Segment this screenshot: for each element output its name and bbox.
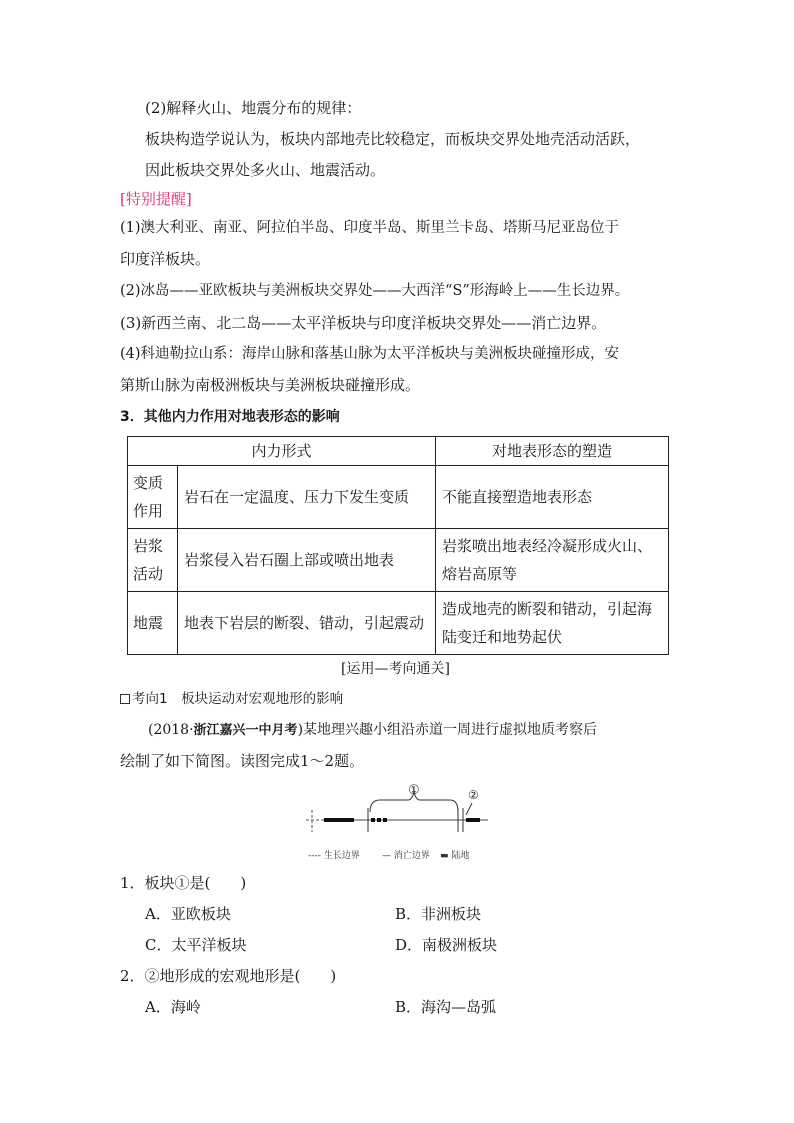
table-cell-effect: 不能直接塑造地表形态 [436,466,669,529]
table-cell-effect: 岩浆喷出地表经冷凝形成火山、熔岩高原等 [436,529,669,592]
table-row [128,529,669,592]
table-header-form: 内力形式 [128,437,436,466]
special-note-title: [特别提醒] [120,190,192,208]
intro-rest: )某地理兴趣小组沿赤道一周进行虚拟地质考察后 [297,722,598,738]
topic-heading: 考向1 板块运动对宏观地形的影响 [132,691,344,707]
item2-title: (2)解释火山、地震分布的规律： [145,99,362,117]
arrow-to-2 [466,803,472,815]
question-intro-line1 [148,720,597,741]
question-intro-line2: 绘制了如下简图。读图完成1～2题。 [120,752,365,770]
intro-school: 浙江嘉兴一中月考 [193,723,298,738]
land-dot [377,818,381,822]
question-1-stem: 1．板块①是( ) [120,874,247,892]
topic-line [120,689,343,709]
question-1-option-a[interactable]: A．亚欧板块 [145,905,231,923]
legend-subduction: — 消亡边界 [382,851,430,861]
question-2-option-a[interactable]: A．海岭 [145,998,201,1016]
question-2-stem: 2．②地形成的宏观地形是( ) [120,967,337,985]
table-cell-category: 地震 [128,592,178,655]
table-cell-category: 岩浆活动 [128,529,178,592]
legend-land: ▬ 陆地 [440,851,470,861]
table-cell-effect: 造成地壳的断裂和错动，引起海陆变迁和地势起伏 [436,592,669,655]
item2-text-line2: 因此板块交界处多火山、地震活动。 [145,161,386,179]
question-1-option-d[interactable]: D．南极洲板块 [395,936,498,954]
land-block [324,818,354,822]
table-row [128,592,669,655]
note4-line1: (4)科迪勒拉山系：海岸山脉和落基山脉为太平洋板块与美洲板块碰撞形成，安 [120,346,620,362]
note1-line2: 印度洋板块。 [120,250,211,268]
question-2-option-b[interactable]: B．海沟—岛弧 [395,998,497,1016]
table-cell-form: 岩浆侵入岩石圈上部或喷出地表 [178,529,436,592]
note1-line1: (1)澳大利亚、南亚、阿拉伯半岛、印度半岛、斯里兰卡岛、塔斯马尼亚岛位于 [120,220,620,236]
internal-forces-table [127,436,669,655]
equator-plate-diagram [300,778,488,864]
legend-growth: ---- 生长边界 [308,851,360,861]
note4-line2: 第斯山脉为南极洲板块与美洲板块碰撞形成。 [120,376,421,394]
table-header-effect: 对地表形态的塑造 [436,437,669,466]
note3: (3)新西兰南、北二岛——太平洋板块与印度洋板块交界处——消亡边界。 [120,314,607,332]
marker-2: ② [468,788,479,802]
question-1-option-c[interactable]: C．太平洋板块 [145,936,247,954]
item2-text-line1: 板块构造学说认为，板块内部地壳比较稳定，而板块交界处地壳活动活跃， [145,130,641,148]
note2: (2)冰岛——亚欧板块与美洲板块交界处——大西洋“S”形海岭上——生长边界。 [120,283,630,299]
intro-source: (2018· [148,722,194,738]
land-dot [383,818,387,822]
marker-1: ① [408,783,420,798]
table-cell-category: 变质作用 [128,466,178,529]
practice-title: [运用—考向通关] [341,661,450,677]
land-block [466,818,480,822]
checkbox-icon [120,694,130,704]
section3-heading: 3．其他内力作用对地表形态的影响 [120,409,340,425]
question-1-option-b[interactable]: B．非洲板块 [395,905,482,923]
table-header-row [128,437,669,466]
table-cell-form: 岩石在一定温度、压力下发生变质 [178,466,436,529]
table-row [128,466,669,529]
table-cell-form: 地表下岩层的断裂、错动，引起震动 [178,592,436,655]
land-dot [371,818,375,822]
